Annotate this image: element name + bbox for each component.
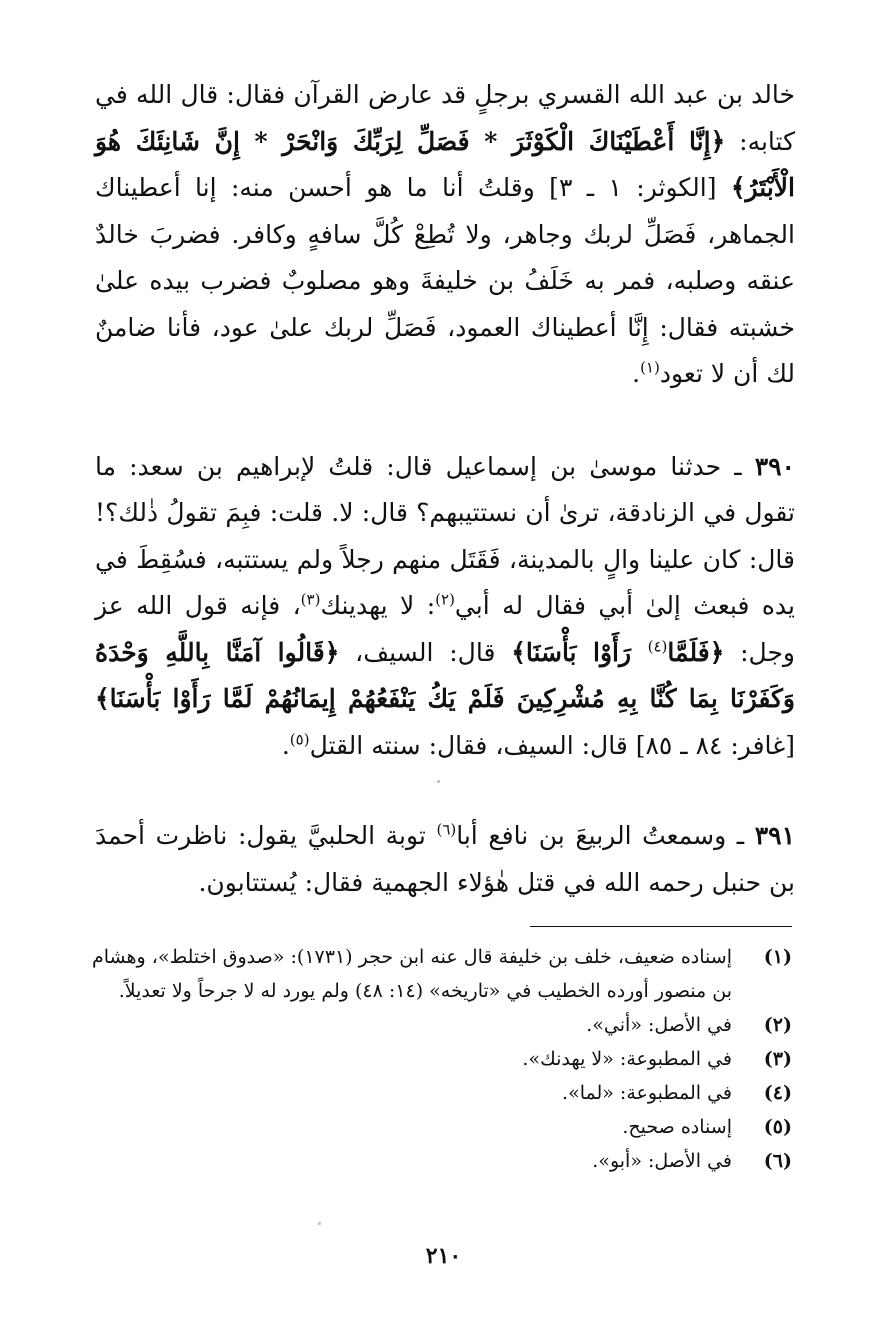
footnote-number: (٦) [763,1150,792,1172]
footnote-text: في المطبوعة: «لا يهدنك». [522,1048,732,1070]
footnote-6 [92,1144,792,1178]
paragraph-390-text-a: ـ حدثنا موسىٰ بن إسماعيل قال: قلتُ لإبراهيم بن سعد: ما تقول في الزنادقة، ترىٰ أن نستتيبهم؟ قال: لا. قلت: فبِمَ تقولُ ذٰلك؟! قال: كان علينا والٍ بالمدينة، فَقَتَل منهم رجلاً ولم يستتبه، فسُقِطَ في يده فبعث إلىٰ أبي فقال له أبي [95,451,795,620]
paragraph-390-text-e: [غافر: ٨٤ ـ ٨٥] قال: السيف، فقال: سنته القتل [309,730,795,760]
quran-verse-falamma: ﴿فَلَمَّا [667,637,725,667]
hadith-number-390: ٣٩٠ [754,451,795,481]
scan-speck [437,780,440,783]
footnote-number: (٣) [763,1048,792,1070]
paragraph-391-text-a: ـ وسمعتُ الربيعَ بن نافع أبا [456,821,755,850]
footnote-5 [92,1110,792,1144]
quran-verse-kawthar: ﴿إِنَّا أَعْطَيْنَاكَ الْكَوْثَرَ * فَصَلِّ لِرَبِّكَ وَانْحَرْ * إِنَّ شَانِئَكَ هُوَ الْأَبْتَرُ﴾ [95,126,796,202]
footnote-separator [530,926,792,927]
footnote-ref-1[interactable]: (١) [640,358,660,377]
paragraph-390-text-b: : لا يهدينك [320,591,436,620]
paragraph-391-text-b: توبة الحلبيَّ يقول: ناظرت أحمدَ بن حنبل رحمه الله في قتل هٰؤلاء الجهمية فقال: يُستتابون. [95,821,795,897]
footnote-ref-2[interactable]: (٢) [435,590,455,609]
footnote-1 [92,940,792,1008]
quran-verse-raaw-basana: رَأَوْا بَأْسَنَا﴾ [511,637,648,667]
quran-verse-ghafir: ﴿قَالُوا آمَنَّا بِاللَّهِ وَحْدَهُ وَكَفَرْنَا بِمَا كُنَّا بِهِ مُشْرِكِينَ فَلَمْ يَكُ يَنْفَعُهُمْ إِيمَانُهُمْ لَمَّا رَأَوْا بَأْسَنَا﴾ [95,637,795,713]
footnote-text: إسناده ضعيف، خلف بن خليفة قال عنه ابن حجر (١٧٣١): «صدوق اختلط»، وهشام بن منصور أورده الخطيب في «تاريخه» (١٤: ٤٨) ولم يورد له لا جرحاً ولا تعديلاً. [92,946,732,1002]
footnotes [92,940,792,1178]
footnote-text: في الأصل: «أبو». [592,1150,732,1172]
paragraph-1-end: . [632,359,641,388]
footnote-ref-6[interactable]: (٦) [436,820,457,839]
footnote-number: (٥) [763,1116,792,1138]
footnote-text: إسناده صحيح. [622,1116,732,1138]
footnote-ref-3[interactable]: (٣) [300,590,321,609]
footnote-text: في الأصل: «أني». [586,1014,732,1036]
paragraph-1 [95,72,795,398]
paragraph-1-text-a: خالد بن عبد الله القسري برجلٍ قد عارض القرآن فقال: قال الله في كتابه: [95,80,795,156]
paragraph-1-text-b: [الكوثر: ١ ـ ٣] وقلتُ أنا ما هو أحسن منه: إنا أعطيناك الجماهر، فَصَلِّ لربك وجاهر، ولا تُطِعْ كُلَّ سافهٍ وكافر. فضربَ خالدٌ عنقه وصلبه، فمر به خَلَفُ بن خليفةَ وهو مصلوبٌ فضرب بيده علىٰ خشبته فقال: إِنَّا أعطيناك العمود، فَصَلِّ لربك علىٰ عود، فأنا ضامنٌ لك أن لا تعود [95,173,795,388]
footnote-ref-5[interactable]: (٥) [289,730,310,749]
page-number: ٢١٠ [425,1243,462,1269]
footnote-number: (٤) [763,1082,792,1104]
paragraph-390-end: . [281,730,290,760]
footnote-ref-4[interactable]: (٤) [647,637,668,656]
footnote-4 [92,1076,792,1110]
hadith-number-391: ٣٩١ [754,821,796,850]
footnote-2 [92,1008,792,1042]
paragraph-391 [95,813,795,906]
footnote-3 [92,1042,792,1076]
paragraph-390-text-d: قال: السيف، [339,637,512,667]
scan-speck [318,1222,321,1225]
footnote-number: (١) [763,946,792,968]
paragraph-390-text-c: ، فإنه قول الله عز وجل: [95,591,795,667]
paragraph-390 [95,444,795,770]
footnote-number: (٢) [763,1014,792,1036]
page-body [95,72,795,906]
footnote-text: في المطبوعة: «لما». [562,1082,732,1104]
